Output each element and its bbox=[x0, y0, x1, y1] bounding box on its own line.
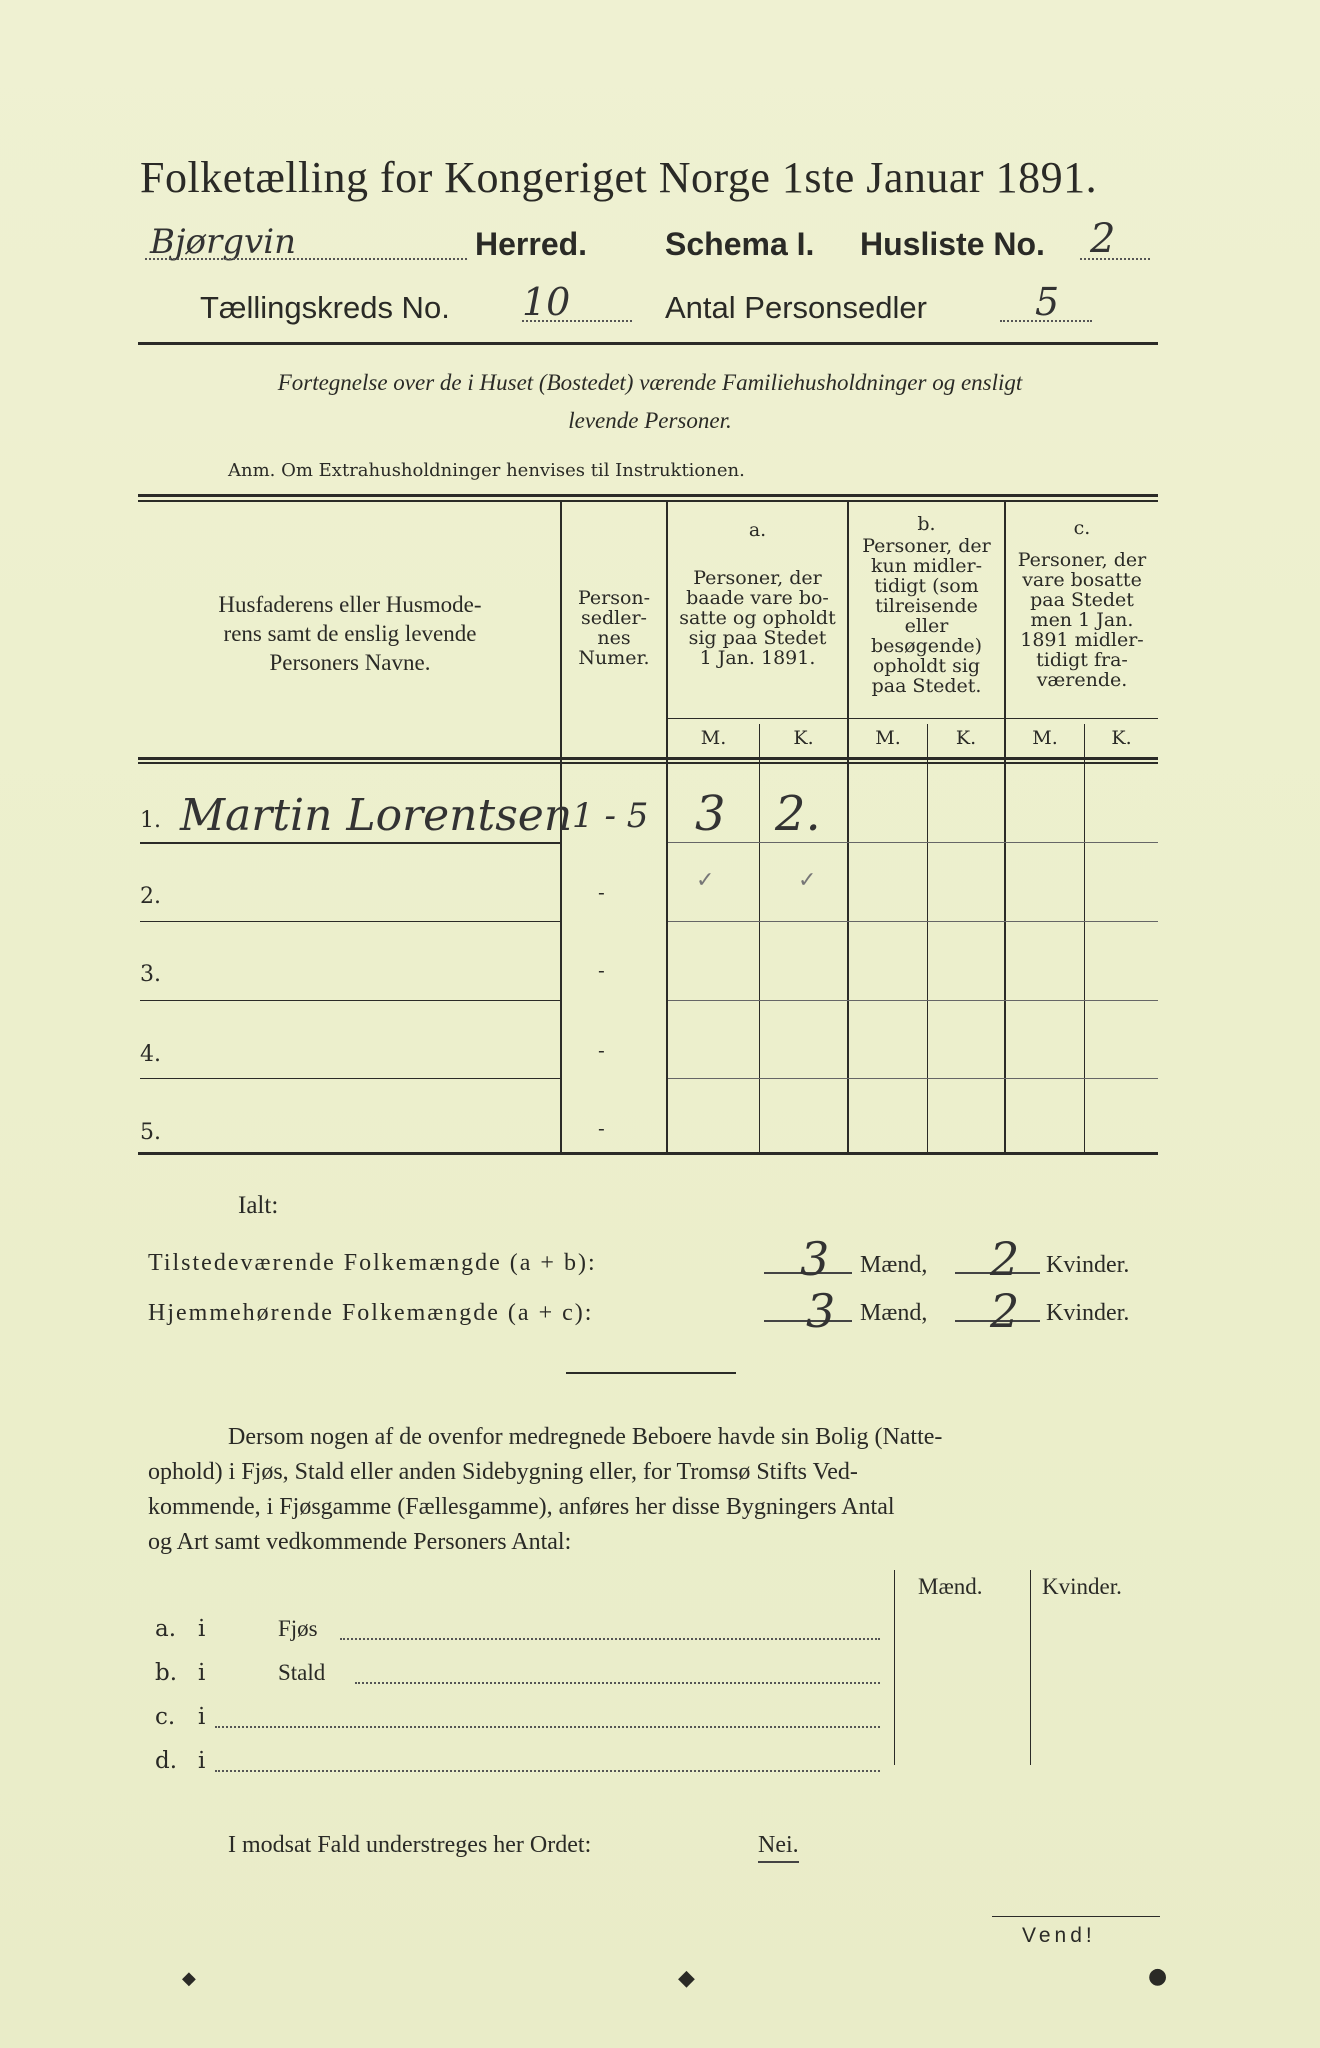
husliste-label: Husliste No. bbox=[860, 226, 1045, 262]
herred-dots bbox=[145, 258, 467, 260]
intro-line-2: levende Personer. bbox=[568, 408, 732, 433]
a-m-label: M. bbox=[700, 727, 727, 749]
col-a-header: Personer, der baade vare bo- satte og opholdt sig paa Stedet 1 Jan. 1891. bbox=[679, 567, 836, 669]
totals-line-2-k: 2 bbox=[990, 1284, 1020, 1338]
col-b-header: Personer, der kun midler- tidigt (som tilreisende eller besøgende) opholdt sig paa Stedet. bbox=[862, 535, 991, 697]
kreds-label: Tællingskreds No. bbox=[200, 290, 450, 325]
row-1-rule-right bbox=[668, 842, 1158, 843]
building-b-letter: b. bbox=[155, 1660, 178, 1686]
totals-line-1-m: 3 bbox=[800, 1232, 830, 1286]
row-4-rule bbox=[140, 1078, 560, 1079]
row-4-number: 4. bbox=[140, 1042, 161, 1067]
building-c-letter: c. bbox=[155, 1704, 176, 1730]
row-2-number: 2. bbox=[140, 884, 161, 909]
kreds-value: 10 bbox=[522, 280, 571, 324]
antal-value: 5 bbox=[1035, 280, 1060, 324]
buildings-maend-header: Mænd. bbox=[918, 1574, 983, 1599]
header-rule bbox=[138, 342, 1158, 345]
b-k-label: K. bbox=[955, 727, 977, 749]
row-1-rule bbox=[140, 842, 560, 844]
ialt-label: Ialt: bbox=[238, 1192, 279, 1219]
building-b-dots bbox=[355, 1682, 880, 1684]
buildings-kvinder-header: Kvinder. bbox=[1042, 1574, 1122, 1599]
a-k-label: K. bbox=[793, 727, 814, 749]
totals-line-2-kvinder: Kvinder. bbox=[1046, 1300, 1130, 1326]
row-2-personsedler: - bbox=[598, 880, 605, 904]
bullet-mark-icon-3: ● bbox=[1148, 1964, 1168, 1989]
row-1-name: Martin Lorentsen bbox=[180, 790, 573, 841]
col-a-letter: a. bbox=[748, 519, 767, 541]
husliste-dots bbox=[1080, 258, 1150, 260]
building-c-dots bbox=[215, 1726, 880, 1728]
col-c-header: Personer, der vare bosatte paa Stedet men 1 Jan. 1891 midler- tidigt fra- værende. bbox=[1017, 549, 1147, 691]
row-3-rule bbox=[140, 1000, 560, 1001]
schema-label: Schema I. bbox=[665, 226, 815, 262]
row-3-rule-right bbox=[668, 1000, 1158, 1001]
anm-note: Anm. Om Extrahusholdninger henvises til Instruktionen. bbox=[228, 460, 745, 481]
col-divider-c-mk bbox=[1084, 724, 1085, 1152]
form-title: Folketælling for Kongeriget Norge 1ste Januar 1891. bbox=[140, 153, 1098, 202]
totals-line-2-m: 3 bbox=[806, 1284, 836, 1338]
totals-line-1-k: 2 bbox=[990, 1232, 1020, 1286]
row-4-rule-right bbox=[668, 1078, 1158, 1079]
building-a-label: Fjøs bbox=[278, 1616, 318, 1641]
row-2-check-icon: ✓ bbox=[696, 868, 715, 893]
building-d-i: i bbox=[198, 1748, 206, 1774]
row-5-number: 5. bbox=[140, 1120, 161, 1145]
mk-rule bbox=[666, 718, 1158, 719]
intro-line-1: Fortegnelse over de i Huset (Bostedet) værende Familiehusholdninger og ensligt bbox=[277, 370, 1023, 395]
kreds-dots bbox=[522, 320, 632, 322]
row-1-a-k: 2. bbox=[775, 786, 821, 842]
totals-line-2-maend: Mænd, bbox=[860, 1300, 928, 1326]
short-separator bbox=[566, 1372, 736, 1374]
totals-line-1-kvinder: Kvinder. bbox=[1046, 1252, 1130, 1278]
row-2-rule bbox=[140, 921, 560, 922]
vend-label: Vend! bbox=[1022, 1924, 1096, 1947]
building-b-i: i bbox=[198, 1660, 206, 1686]
col-num-header: Person- sedler- nes Numer. bbox=[577, 587, 651, 669]
totals-line-1-label: Tilstedeværende Folkemængde (a + b): bbox=[148, 1250, 597, 1276]
b-m-label: M. bbox=[875, 727, 901, 749]
husliste-value: 2 bbox=[1090, 216, 1116, 262]
c-m-label: M. bbox=[1032, 727, 1058, 749]
col-c-letter: c. bbox=[1073, 517, 1091, 539]
modsat-word: Nei. bbox=[758, 1832, 799, 1863]
footer-rule bbox=[992, 1916, 1160, 1917]
row-3-number: 3. bbox=[140, 962, 161, 987]
building-a-dots bbox=[340, 1638, 880, 1640]
row-5-personsedler: - bbox=[598, 1116, 605, 1140]
antal-label: Antal Personsedler bbox=[665, 290, 927, 325]
building-b-label: Stald bbox=[278, 1660, 326, 1685]
building-d-dots bbox=[215, 1770, 880, 1772]
table-bottom-rule bbox=[138, 1152, 1158, 1155]
buildings-paragraph: Dersom nogen af de ovenfor medregnede Beboere havde sin Bolig (Natte- ophold) i Fjøs, Stald eller anden Sidebygning eller, for Tromsø Stifts Ved- kommende, i Fjøsgamme (Fællesgamme), anføres her disse Bygningers Antal og Art samt vedkommende Personers Antal: bbox=[148, 1424, 943, 1555]
c-k-label: K. bbox=[1111, 727, 1132, 749]
buildings-divider-2 bbox=[1030, 1570, 1031, 1765]
row-1-number: 1. bbox=[140, 808, 161, 833]
table-top-rule bbox=[138, 494, 1158, 497]
row-1-personsedler: 1 - 5 bbox=[572, 796, 649, 836]
modsat-label: I modsat Fald understreges her Ordet: bbox=[228, 1832, 592, 1858]
building-a-letter: a. bbox=[155, 1616, 177, 1642]
bullet-mark-icon-2: ◆ bbox=[678, 1966, 695, 1991]
building-d-letter: d. bbox=[155, 1748, 178, 1774]
antal-dots bbox=[1000, 320, 1092, 322]
row-4-personsedler: - bbox=[598, 1038, 605, 1062]
row-2-rule-right bbox=[668, 921, 1158, 922]
row-3-personsedler: - bbox=[598, 958, 605, 982]
buildings-divider-1 bbox=[894, 1570, 895, 1765]
col-b-letter: b. bbox=[917, 513, 936, 535]
col-divider-b-mk bbox=[927, 724, 928, 1152]
row-1-a-m: 3 bbox=[695, 786, 726, 842]
totals-line-2-label: Hjemmehørende Folkemængde (a + c): bbox=[148, 1300, 594, 1326]
building-a-i: i bbox=[198, 1616, 206, 1642]
building-c-i: i bbox=[198, 1704, 206, 1730]
totals-line-1-maend: Mænd, bbox=[860, 1252, 928, 1278]
herred-label: Herred. bbox=[475, 226, 588, 262]
herred-value: Bjørgvin bbox=[150, 222, 296, 262]
col-name-header: Husfaderens eller Husmode- rens samt de enslig levende Personers Navne. bbox=[218, 592, 482, 675]
bullet-mark-icon: ◆ bbox=[182, 1968, 196, 1989]
row-2-check-icon-2: ✓ bbox=[798, 868, 817, 893]
col-divider-a-mk bbox=[759, 724, 760, 1152]
